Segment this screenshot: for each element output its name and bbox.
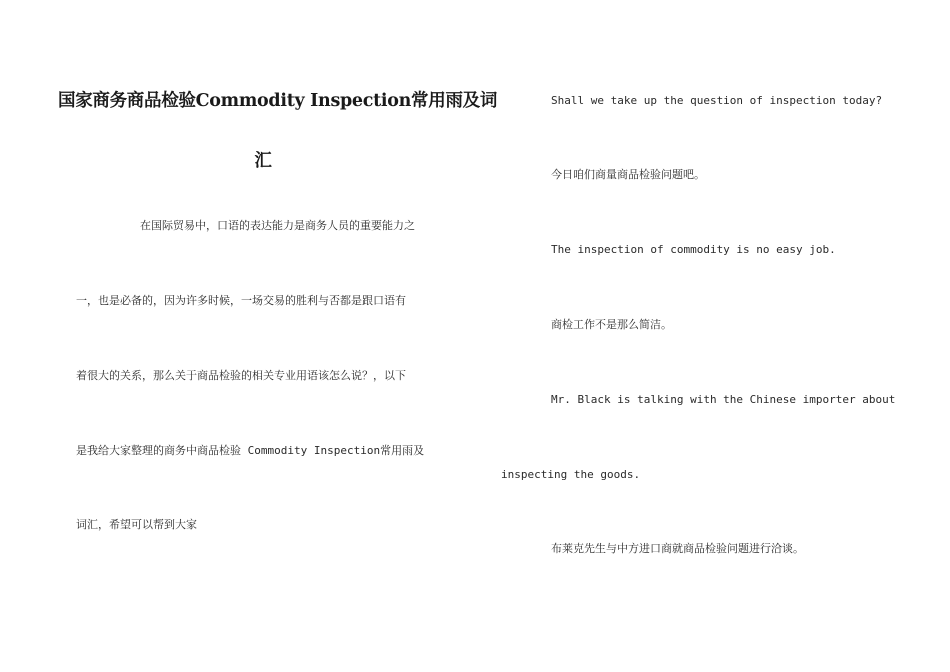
- chinese-translation-2: 商检工作不是那么简洁。: [551, 318, 672, 331]
- intro-paragraph-line-5: 词汇，希望可以帮到大家: [76, 518, 197, 531]
- chinese-translation-3: 布莱克先生与中方进口商就商品检验问题进行洽谈。: [551, 542, 804, 555]
- english-sentence-3-line-1: Mr. Black is talking with the Chinese importer about: [551, 393, 896, 406]
- document-title: [58, 86, 498, 116]
- right-column: [498, 0, 898, 672]
- left-column: [58, 0, 498, 672]
- intro-paragraph-line-4: 是我给大家整理的商务中商品检验 Commodity Inspection常用雨及: [76, 444, 425, 457]
- intro-paragraph-line-3: 着很大的关系，那么关于商品检验的相关专业用语该怎么说？，以下: [76, 369, 406, 382]
- title-line-1: 国家商务商品检验Commodity Inspection常用雨及词: [58, 91, 498, 111]
- english-sentence-1: Shall we take up the question of inspection today?: [551, 94, 883, 107]
- title-line-2: 汇: [254, 151, 272, 171]
- english-sentence-2: The inspection of commodity is no easy job.: [551, 243, 836, 256]
- intro-paragraph-line-2: 一，也是必备的，因为许多时候，一场交易的胜利与否都是跟口语有: [76, 294, 406, 307]
- chinese-translation-1: 今日咱们商量商品检验问题吧。: [551, 168, 705, 181]
- intro-paragraph-line-1: 在国际贸易中，口语的表达能力是商务人员的重要能力之: [140, 219, 415, 232]
- english-sentence-3-line-2: inspecting the goods.: [501, 468, 641, 481]
